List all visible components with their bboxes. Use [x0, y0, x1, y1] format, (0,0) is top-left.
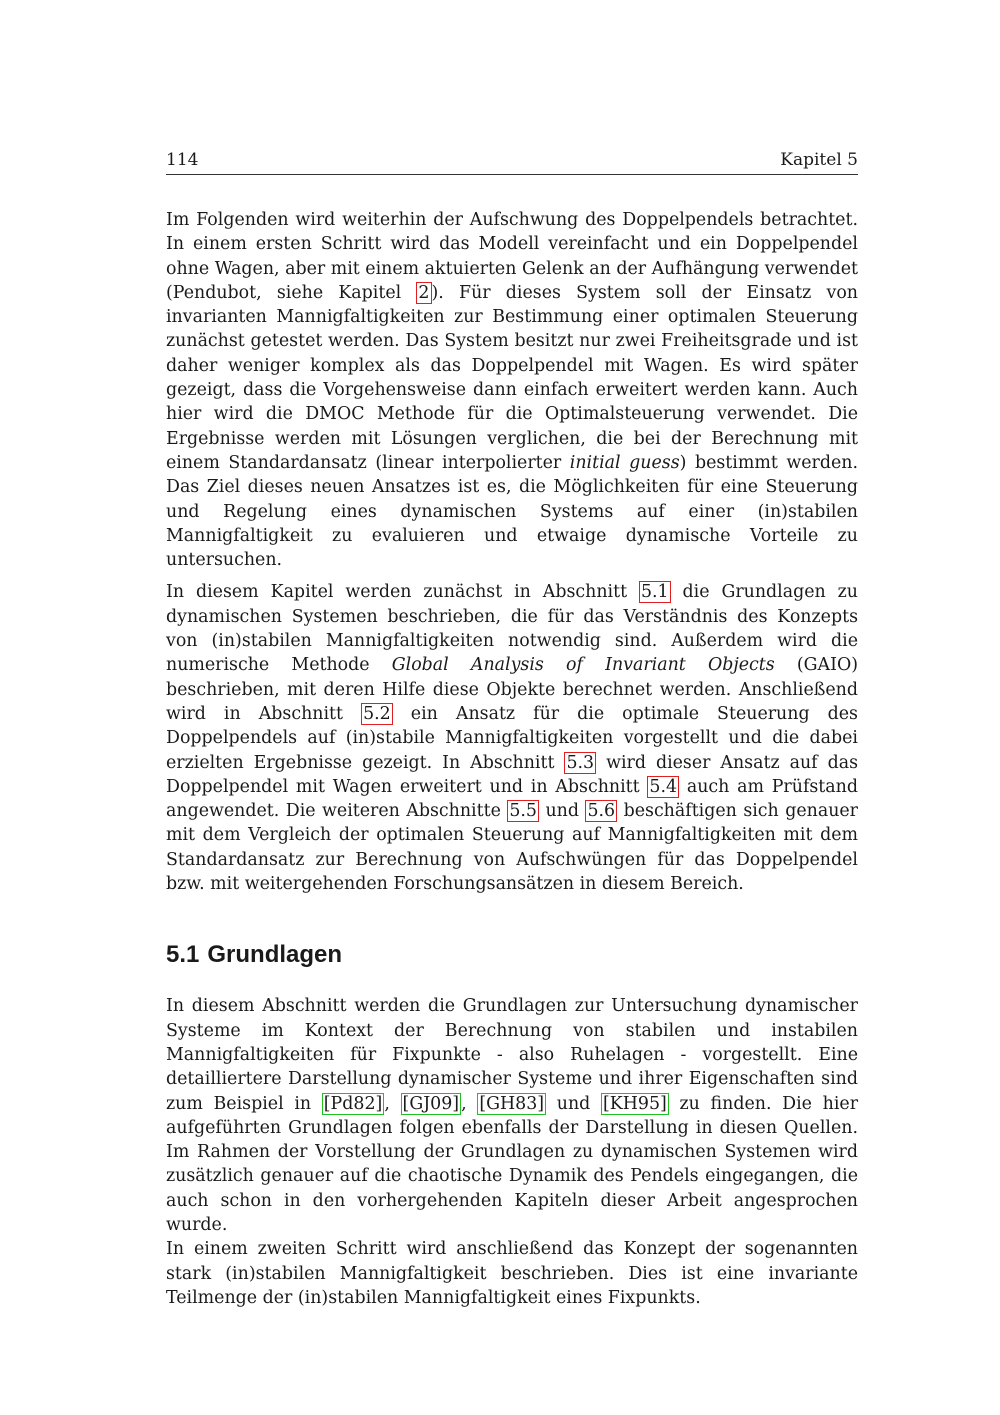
section-number: 5.1 [166, 941, 200, 969]
text-run: ein Ansatz für die optimale Steuerung des Doppelpendels auf (in)stabile Mannigfaltigkeiten vorgestellt und die dabei erzielten Ergebnisse gezeigt. In Abschnitt [166, 703, 858, 773]
basics-paragraph [166, 994, 858, 1237]
section-reference-link[interactable]: 5.3 [566, 752, 595, 773]
second-step-paragraph [166, 1237, 858, 1310]
emphasis-text: initial guess [569, 452, 680, 473]
text-run: In diesem Abschnitt werden die Grundlagen zur Untersuchung dynamischer Systeme im Kontext der Berechnung von stabilen und instabilen Mannigfaltigkeiten für Fixpunkte - also Ruhelagen - vorgestellt. Eine detailliertere Darstellung dynamischer Systeme und ihrer Eigenschaften sind zum Beispiel in [166, 996, 858, 1114]
section-reference-link[interactable]: 5.2 [363, 703, 391, 724]
text-run: , [461, 1093, 478, 1114]
text-run: wird dieser Ansatz auf das Doppelpendel mit Wagen erweitert und in Abschnitt [166, 752, 858, 797]
section-title: Grundlagen [207, 941, 343, 969]
text-run: die Grundlagen zu dynamischen Systemen beschrieben, die für das Verständnis des Konzepts von (in)stabilen Mannigfaltigkeiten notwendig sind. Außerdem wird die numerische Methode [166, 582, 859, 676]
overview-paragraph [166, 580, 858, 896]
text-run: und [539, 801, 586, 822]
section-reference-link[interactable]: 5.6 [587, 801, 616, 822]
chapter-reference-link[interactable]: 2 [418, 282, 430, 303]
text-run: , [384, 1093, 401, 1114]
text-run: Im Folgenden wird weiterhin der Aufschwung des Doppelpendels betrachtet. In einem ersten Schritt wird das Modell vereinfacht und ein Doppelpendel ohne Wagen, aber mit einem aktuierten Gelenk an der Aufhängung verwendet (Pendubot, siehe Kapitel [166, 210, 858, 303]
text-run: beschäftigen sich genauer mit dem Vergleich der optimalen Steuerung auf Mannigfaltigkeiten mit dem Standardansatz zur Berechnung von Aufschwüngen für das Doppelpendel bzw. mit weitergehenden Forschungsansätzen in diesem Bereich. [166, 801, 858, 895]
page-number: 114 [166, 150, 199, 170]
section-reference-link[interactable]: 5.4 [649, 776, 678, 797]
running-header [166, 150, 858, 175]
text-run: (GAIO) beschrieben, mit deren Hilfe diese Objekte berechnet werden. Anschließend wird in Abschnitt [166, 655, 859, 724]
citation-link[interactable]: [GJ09] [402, 1093, 460, 1114]
body-text [166, 208, 858, 1310]
section-reference-link[interactable]: 5.5 [509, 801, 538, 822]
text-run: auch am Prüfstand angewendet. Die weiteren Abschnitte [166, 776, 858, 822]
section-reference-link[interactable]: 5.1 [640, 582, 669, 603]
citation-link[interactable]: [Pd82] [323, 1093, 383, 1114]
section-heading [166, 940, 858, 970]
citation-link[interactable]: [GH83] [479, 1093, 545, 1114]
chapter-label: Kapitel 5 [780, 150, 858, 170]
emphasis-text: Global Analysis of Invariant Objects [391, 655, 775, 676]
text-run: und [546, 1093, 601, 1114]
text-run: ) bestimmt werden. Das Ziel dieses neuen Ansatzes ist es, die Möglichkeiten für eine Steuerung und Regelung eines dynamischen Systems auf einer (in)stabilen Mannigfaltigkeit zu evaluieren und etwaige dynamische Vorteile zu untersuchen. [166, 452, 858, 571]
citation-link[interactable]: [KH95] [602, 1093, 667, 1114]
text-run: In diesem Kapitel werden zunächst in Abschnitt [166, 582, 639, 603]
text-run: zu finden. Die hier aufgeführten Grundlagen folgen ebenfalls der Darstellung in diesen Quellen. Im Rahmen der Vorstellung der Grundlagen zu dynamischen Systemen wird zusätzlich genauer auf die chaotische Dynamik des Pendels eingegangen, die auch schon in den vorhergehenden Kapiteln dieser Arbeit angesprochen wurde. [166, 1093, 859, 1235]
intro-paragraph [166, 208, 858, 572]
text-run: ). Für dieses System soll der Einsatz von invarianten Mannigfaltigkeiten zur Bestimmung einer optimalen Steuerung zunächst getestet werden. Das System besitzt nur zwei Freiheitsgrade und ist daher weniger komplex als das Doppelpendel mit Wagen. Es wird später gezeigt, dass die Vorgehensweise dann einfach erweitert werden kann. Auch hier wird die DMOC Methode für die Optimalsteuerung verwendet. Die Ergebnisse werden mit Lösungen verglichen, die bei der Berechnung mit einem Standardansatz (linear interpolierter [166, 282, 858, 473]
text-run: In einem zweiten Schritt wird anschließend das Konzept der sogenannten stark (in)stabilen Mannigfaltigkeit beschrieben. Dies ist eine invariante Teilmenge der (in)stabilen Mannigfaltigkeit eines Fixpunkts. [166, 1239, 858, 1308]
